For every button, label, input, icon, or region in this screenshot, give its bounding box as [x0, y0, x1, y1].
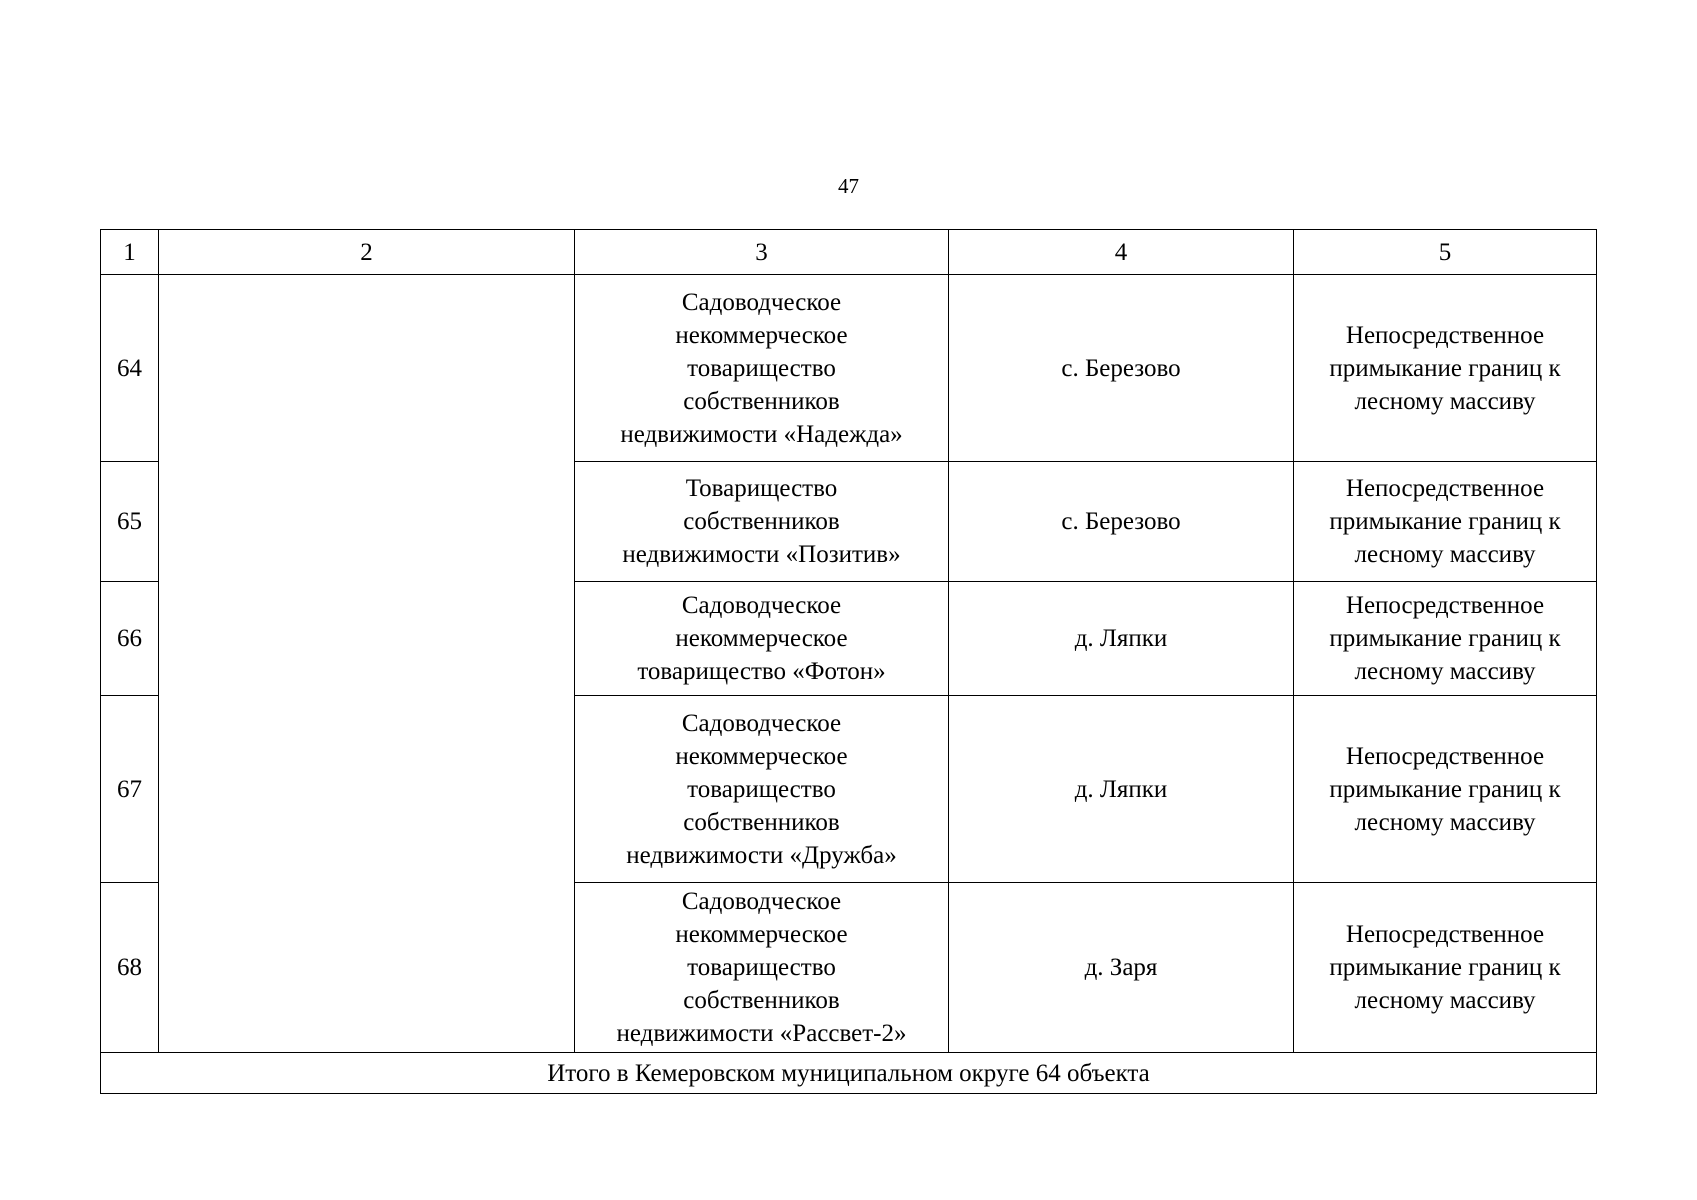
inclusion-reason: Непосредственное примыкание границ к лесному массиву: [1294, 883, 1597, 1053]
object-location: с. Березово: [949, 275, 1294, 462]
objects-table: [100, 229, 1597, 1094]
object-location: с. Березово: [949, 462, 1294, 582]
page-number: 47: [838, 174, 859, 198]
table-total-row: [101, 1053, 1597, 1094]
column-header-4: 4: [949, 230, 1294, 275]
column-header-1: 1: [101, 230, 159, 275]
object-location: д. Ляпки: [949, 582, 1294, 696]
inclusion-reason: Непосредственное примыкание границ к лесному массиву: [1294, 696, 1597, 883]
inclusion-reason: Непосредственное примыкание границ к лесному массиву: [1294, 582, 1597, 696]
object-name: Садоводческое некоммерческое товарищество собственников недвижимости «Дружба»: [575, 696, 949, 883]
column-header-2: 2: [159, 230, 575, 275]
inclusion-reason: Непосредственное примыкание границ к лесному массиву: [1294, 275, 1597, 462]
total-summary: Итого в Кемеровском муниципальном округе 64 объекта: [101, 1053, 1597, 1094]
column-header-3: 3: [575, 230, 949, 275]
municipality-cell-empty: [159, 275, 575, 1053]
column-header-5: 5: [1294, 230, 1597, 275]
object-name: Садоводческое некоммерческое товарищество собственников недвижимости «Надежда»: [575, 275, 949, 462]
object-name: Садоводческое некоммерческое товарищество «Фотон»: [575, 582, 949, 696]
object-name: Товарищество собственников недвижимости «Позитив»: [575, 462, 949, 582]
row-number: 66: [101, 582, 159, 696]
table-header-row: [101, 230, 1597, 275]
row-number: 68: [101, 883, 159, 1053]
object-name: Садоводческое некоммерческое товарищество собственников недвижимости «Рассвет-2»: [575, 883, 949, 1053]
row-number: 67: [101, 696, 159, 883]
object-location: д. Ляпки: [949, 696, 1294, 883]
row-number: 65: [101, 462, 159, 582]
inclusion-reason: Непосредственное примыкание границ к лесному массиву: [1294, 462, 1597, 582]
table-row: [101, 275, 1597, 462]
object-location: д. Заря: [949, 883, 1294, 1053]
row-number: 64: [101, 275, 159, 462]
